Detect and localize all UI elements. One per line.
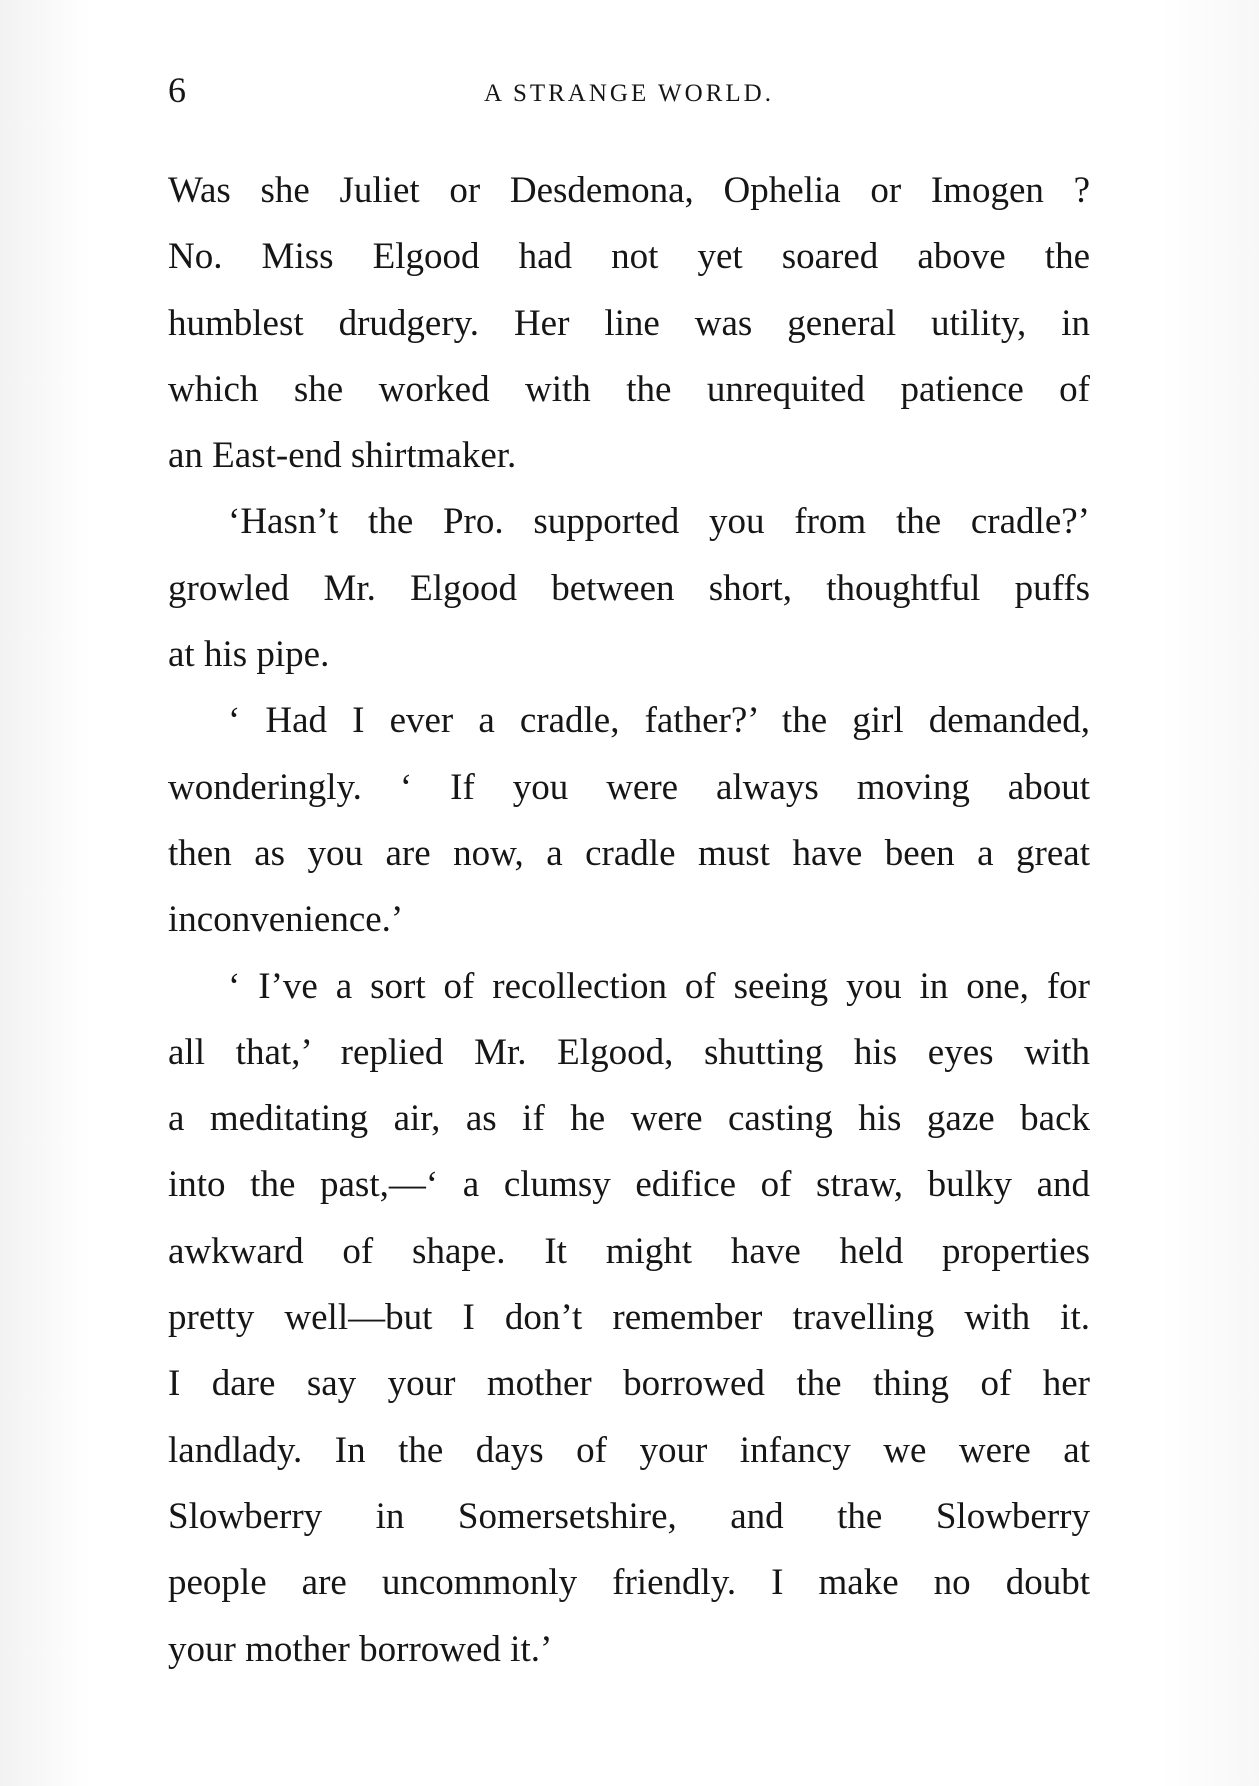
text-line: inconvenience.’ (168, 899, 404, 941)
paragraph (168, 489, 1090, 688)
text-line: awkward of shape. It might have held properties (168, 1230, 1090, 1272)
body-text (168, 158, 1090, 1683)
text-line: all that,’ replied Mr. Elgood, shutting his eyes with (168, 1031, 1090, 1073)
text-line: ‘ Had I ever a cradle, father?’ the girl demanded, (228, 700, 1090, 742)
text-line: an East-end shirtmaker. (168, 435, 517, 477)
text-line: into the past,—‘ a clumsy edifice of straw, bulky and (168, 1164, 1090, 1206)
paragraph (168, 954, 1090, 1683)
text-line: Was she Juliet or Desdemona, Ophelia or Imogen ? (168, 170, 1090, 211)
text-line: wonderingly. ‘ If you were always moving about (168, 766, 1090, 808)
text-line: pretty well—but I don’t remember travelling with it. (168, 1297, 1090, 1339)
text-line: at his pipe. (168, 634, 330, 676)
paragraph (168, 688, 1090, 953)
running-title: A STRANGE WORLD. (484, 80, 774, 107)
text-line: growled Mr. Elgood between short, thoughtful puffs (168, 567, 1090, 609)
text-line: ‘ I’ve a sort of recollection of seeing you in one, for (228, 965, 1090, 1007)
page-number: 6 (168, 70, 186, 110)
text-line: No. Miss Elgood had not yet soared above the (168, 236, 1090, 278)
text-line: landlady. In the days of your infancy we were at (168, 1429, 1090, 1471)
paragraph (168, 158, 1090, 489)
text-line: which she worked with the unrequited patience of (168, 368, 1090, 410)
text-line: I dare say your mother borrowed the thing of her (168, 1363, 1090, 1405)
text-line: then as you are now, a cradle must have been a great (168, 832, 1090, 874)
text-line: people are uncommonly friendly. I make no doubt (168, 1562, 1090, 1604)
page-header (168, 68, 1090, 118)
text-line: your mother borrowed it.’ (168, 1628, 553, 1670)
text-line: ‘Hasn’t the Pro. supported you from the cradle?’ (228, 501, 1090, 543)
text-line: a meditating air, as if he were casting his gaze back (168, 1098, 1090, 1140)
text-line: humblest drudgery. Her line was general utility, in (168, 302, 1090, 344)
text-line: Slowberry in Somersetshire, and the Slowberry (168, 1495, 1090, 1537)
